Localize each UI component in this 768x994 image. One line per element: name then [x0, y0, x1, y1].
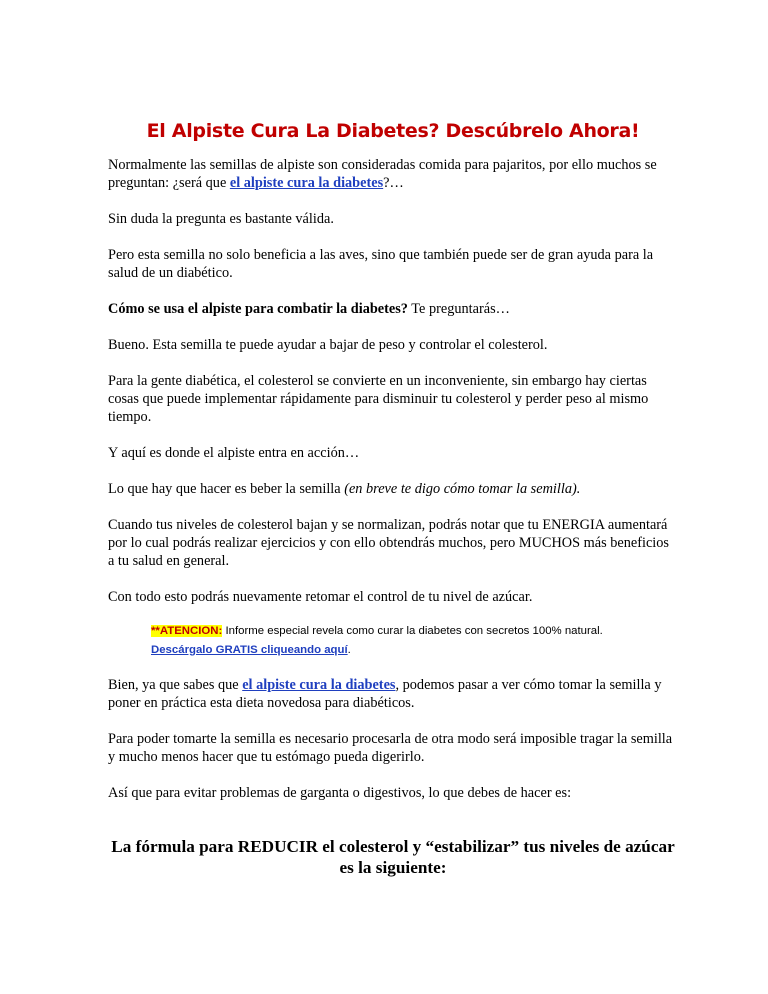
paragraph-how-to-use — [108, 300, 678, 318]
attention-label: **ATENCION: — [151, 625, 223, 637]
document-page — [108, 120, 678, 878]
paragraph-question-valid: Sin duda la pregunta es bastante válida. — [108, 211, 334, 227]
paragraph-text: Normalmente las semillas de alpiste son consideradas comida para pajaritos, por ello muchos se preguntan: ¿será que — [108, 157, 657, 191]
paragraph-text: , podemos pasar a ver cómo tomar la semilla y poner en práctica esta dieta novedosa para diabéticos. — [108, 677, 662, 711]
paragraph-text: Te preguntarás… — [407, 301, 510, 317]
paragraph-action: Y aquí es donde el alpiste entra en acción… — [108, 445, 360, 461]
paragraph-energy: Cuando tus niveles de colesterol bajan y se normalizan, podrás notar que tu ENERGIA aumentará por lo cual podrás realizar ejercicios y con ello obtendrás muchos, pero MUCHOS más beneficios a tu salud en general. — [108, 517, 669, 569]
paragraph-text: Lo que hay que hacer es beber la semilla — [108, 481, 345, 497]
callout-text: Informe especial revela como curar la diabetes con secretos 100% natural. — [222, 625, 603, 637]
paragraph-benefits: Pero esta semilla no solo beneficia a las aves, sino que también puede ser de gran ayuda para la salud de un diabético. — [108, 247, 654, 281]
page-title: El Alpiste Cura La Diabetes? Descúbrelo Ahora! — [146, 120, 640, 142]
italic-note: (en breve te digo cómo tomar la semilla). — [344, 481, 581, 497]
paragraph-text: ?… — [383, 175, 404, 191]
paragraph-process-seed: Para poder tomarte la semilla es necesario procesarla de otra modo será imposible tragar la semilla y mucho menos hacer que tu estómago pueda digerirlo. — [108, 731, 673, 765]
paragraph-avoid-problems: Así que para evitar problemas de garganta o digestivos, lo que debes de hacer es: — [108, 785, 572, 801]
alpiste-diabetes-link[interactable]: el alpiste cura la diabetes — [229, 175, 384, 191]
paragraph-weight-cholesterol: Bueno. Esta semilla te puede ayudar a bajar de peso y controlar el colesterol. — [108, 337, 548, 353]
paragraph-sugar-control: Con todo esto podrás nuevamente retomar el control de tu nivel de azúcar. — [108, 589, 533, 605]
formula-heading: La fórmula para REDUCIR el colesterol y “estabilizar” tus niveles de azúcar es la siguiente: — [111, 837, 675, 877]
callout-end: . — [347, 644, 351, 656]
paragraph-diabetic-people: Para la gente diabética, el colesterol se convierte en un inconveniente, sin embargo hay ciertas cosas que puede implementar rápidamente para disminuir tu colesterol y perder peso al mismo tiempo. — [108, 373, 649, 425]
paragraph-how-to-take — [108, 676, 678, 712]
paragraph-intro — [108, 156, 678, 192]
download-free-link[interactable]: Descárgalo GRATIS cliqueando aquí — [151, 644, 348, 656]
bold-question: Cómo se usa el alpiste para combatir la diabetes? — [108, 301, 408, 317]
paragraph-drink-seed — [108, 480, 678, 498]
attention-callout — [151, 622, 678, 660]
paragraph-text: Bien, ya que sabes que — [108, 677, 243, 693]
alpiste-diabetes-link-2[interactable]: el alpiste cura la diabetes — [242, 677, 396, 693]
